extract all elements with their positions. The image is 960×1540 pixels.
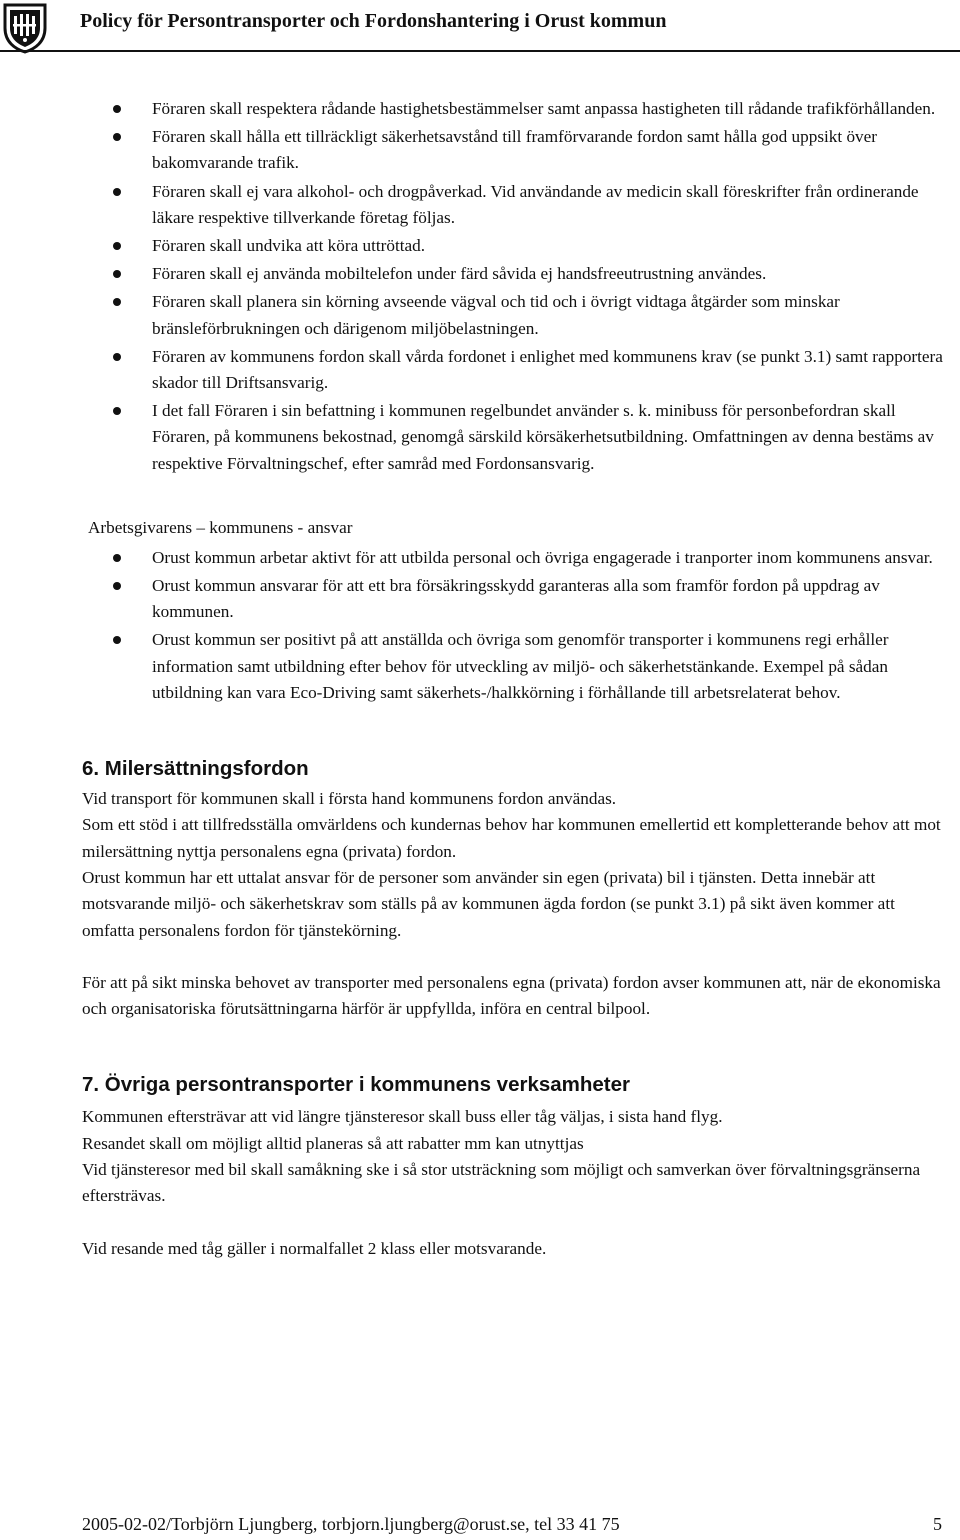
section-7: [0, 1072, 960, 1261]
coat-of-arms-icon: [2, 2, 48, 54]
list-item: Föraren av kommunens fordon skall vårda fordonet i enlighet med kommunens krav (se punkt 3.1) samt rapportera skador till Driftsansvarig.: [0, 344, 960, 396]
footer-author-contact: 2005-02-02/Torbjörn Ljungberg, torbjorn.ljungberg@orust.se, tel 33 41 75: [82, 1514, 620, 1534]
list-item: Orust kommun ser positivt på att anställda och övriga som genomför transporter i kommunens regi erhåller information samt utbildning efter behov för utveckling av miljö- och säkerhetstänkande. Exempel på sådan utbildning kan vara Eco-Driving samt säkerhets-/halkkörning i förhållande till arbetsrelaterat behov.: [0, 627, 960, 706]
paragraph: Som ett stöd i att tillfredsställa omvärldens och kundernas behov har kommunen emellertid ett kompletterande behov att mot milersättning nyttja personalens egna (privata) fordon.: [82, 815, 941, 861]
paragraph: Vid tjänsteresor med bil skall samåkning ske i så stor utsträckning som möjligt och samverkan över förvaltningsgränserna eftersträvas.: [82, 1160, 921, 1206]
paragraph: Orust kommun har ett uttalat ansvar för de personer som använder sin egen (privata) bil i tjänsten. Detta innebär att motsvarande miljö- och säkerhetskrav som ställs på av kommunen ägda fordon (se punkt 3.1) på sikt även kommer att omfatta personalens fordon för tjänstekörning.: [82, 867, 895, 940]
employer-responsibility-heading: Arbetsgivarens – kommunens - ansvar: [88, 517, 353, 537]
list-item: Föraren skall hålla ett tillräckligt säkerhetsavstånd till framförvarande fordon samt hålla god uppsikt över bakomvarande trafik.: [0, 124, 960, 176]
page-header: [0, 0, 960, 62]
paragraph: Kommunen eftersträvar att vid längre tjänsteresor skall buss eller tåg väljas, i sista hand flyg.: [82, 1107, 723, 1127]
list-item: Föraren skall ej använda mobiltelefon under färd såvida ej handsfreeutrustning användes.: [0, 261, 960, 287]
list-item: I det fall Föraren i sin befattning i kommunen regelbundet använder s. k. minibuss för personbefordran skall Föraren, på kommunens bekostnad, genomgå särskild körsäkerhetsutbildning. Omfattningen av denna bestäms av respektive Förvaltningschef, efter samråd med Fordonsansvarig.: [0, 398, 960, 477]
section-7-heading: 7. Övriga persontransporter i kommunens verksamheter: [82, 1073, 631, 1097]
paragraph: Vid resande med tåg gäller i normalfallet 2 klass eller motsvarande.: [82, 1238, 547, 1258]
section-6-heading: 6. Milersättningsfordon: [82, 757, 309, 781]
page-number: 5: [933, 1514, 942, 1534]
section-6: [0, 756, 960, 1022]
document-body: [0, 96, 960, 1262]
paragraph: Vid transport för kommunen skall i första hand kommunens fordon användas.: [82, 789, 617, 809]
driver-rules-list: [0, 96, 960, 477]
list-item: Föraren skall undvika att köra uttröttad.: [0, 233, 960, 259]
header-divider: [0, 50, 960, 52]
list-item: Föraren skall planera sin körning avseende vägval och tid och i övrigt vidtaga åtgärder som minskar bränsleförbrukningen och därigenom miljöbelastningen.: [0, 289, 960, 341]
document-title: Policy för Persontransporter och Fordonshantering i Orust kommun: [80, 10, 667, 32]
list-item: Föraren skall ej vara alkohol- och drogpåverkad. Vid användande av medicin skall föreskrifter från ordinerande läkare respektive tillverkande företag följas.: [0, 179, 960, 231]
list-item: Orust kommun ansvarar för att ett bra försäkringsskydd garanteras alla som framför fordon på uppdrag av kommunen.: [0, 573, 960, 625]
employer-responsibility-list: [0, 545, 960, 706]
paragraph: Resandet skall om möjligt alltid planeras så att rabatter mm kan utnyttjas: [82, 1133, 584, 1153]
list-item: Föraren skall respektera rådande hastighetsbestämmelser samt anpassa hastigheten till rådande trafikförhållanden.: [0, 96, 960, 122]
paragraph: För att på sikt minska behovet av transporter med personalens egna (privata) fordon avser kommunen att, när de ekonomiska och organisatoriska förutsättningarna härför är uppfyllda, införa en central bilpool.: [82, 972, 941, 1019]
list-item: Orust kommun arbetar aktivt för att utbilda personal och övriga engagerade i tranporter inom kommunens ansvar.: [0, 545, 960, 571]
